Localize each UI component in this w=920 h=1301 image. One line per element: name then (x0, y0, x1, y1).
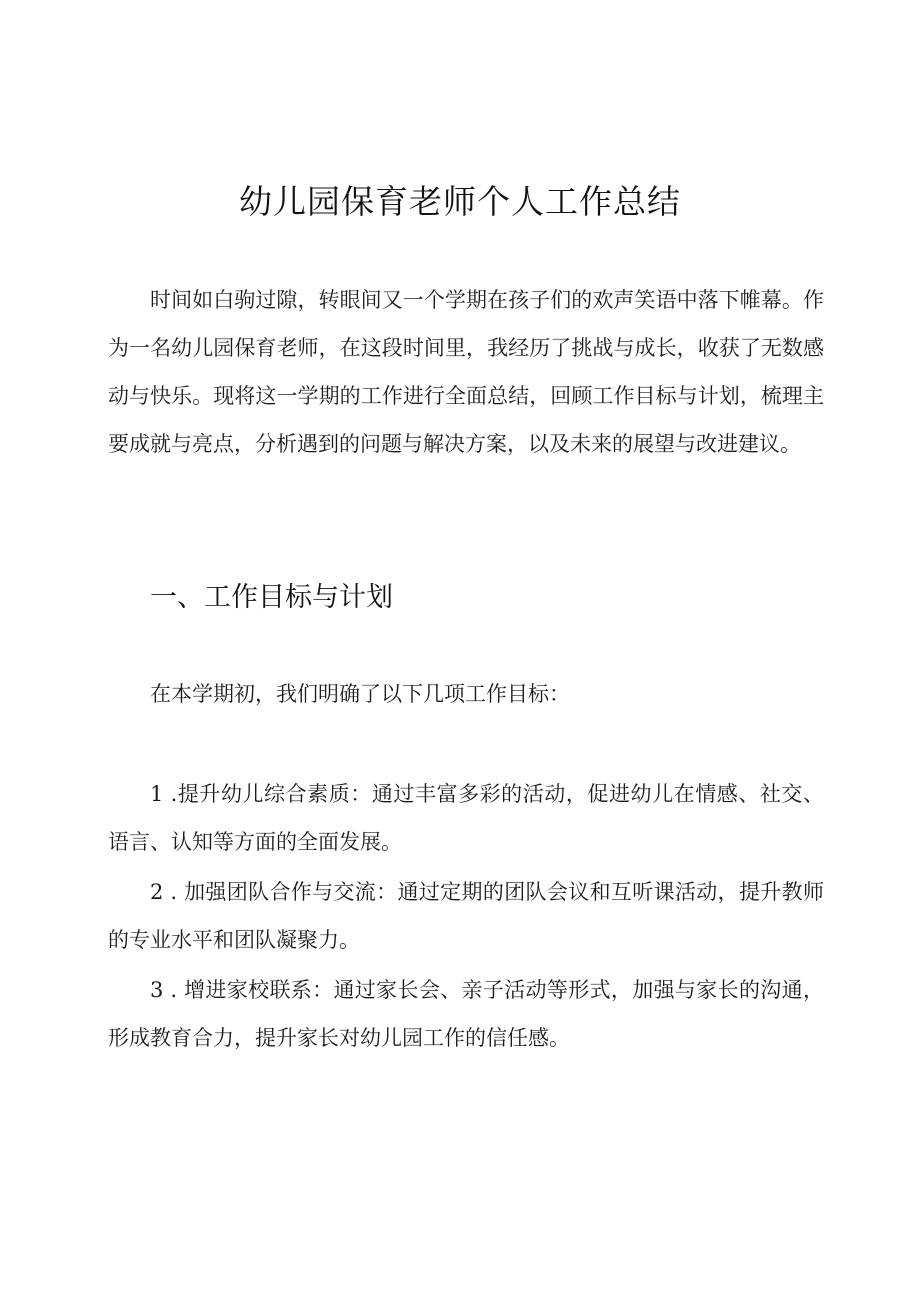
section-lead-paragraph: 在本学期初，我们明确了以下几项工作目标： (150, 682, 570, 706)
goal-item-3: 3 . 增进家校联系：通过家长会、亲子活动等形式，加强与家长的沟通，形成教育合力，提升家长对幼儿园工作的信任感。 (108, 978, 824, 1050)
document-title: 幼儿园保育老师个人工作总结 (239, 182, 681, 221)
section-heading-goals: 一、工作目标与计划 (150, 582, 393, 613)
intro-paragraph: 时间如白驹过隙，转眼间又一个学期在孩子们的欢声笑语中落下帷幕。作为一名幼儿园保育老师，在这段时间里，我经历了挑战与成长，收获了无数感动与快乐。现将这一学期的工作进行全面总结，回顾工作目标与计划，梳理主要成就与亮点，分析遇到的问题与解决方案，以及未来的展望与改进建议。 (108, 288, 824, 456)
goal-item-1: 1 .提升幼儿综合素质：通过丰富多彩的活动，促进幼儿在情感、社交、语言、认知等方面的全面发展。 (108, 782, 824, 854)
goal-item-2: 2 . 加强团队合作与交流：通过定期的团队会议和互听课活动，提升教师的专业水平和团队凝聚力。 (108, 880, 824, 952)
